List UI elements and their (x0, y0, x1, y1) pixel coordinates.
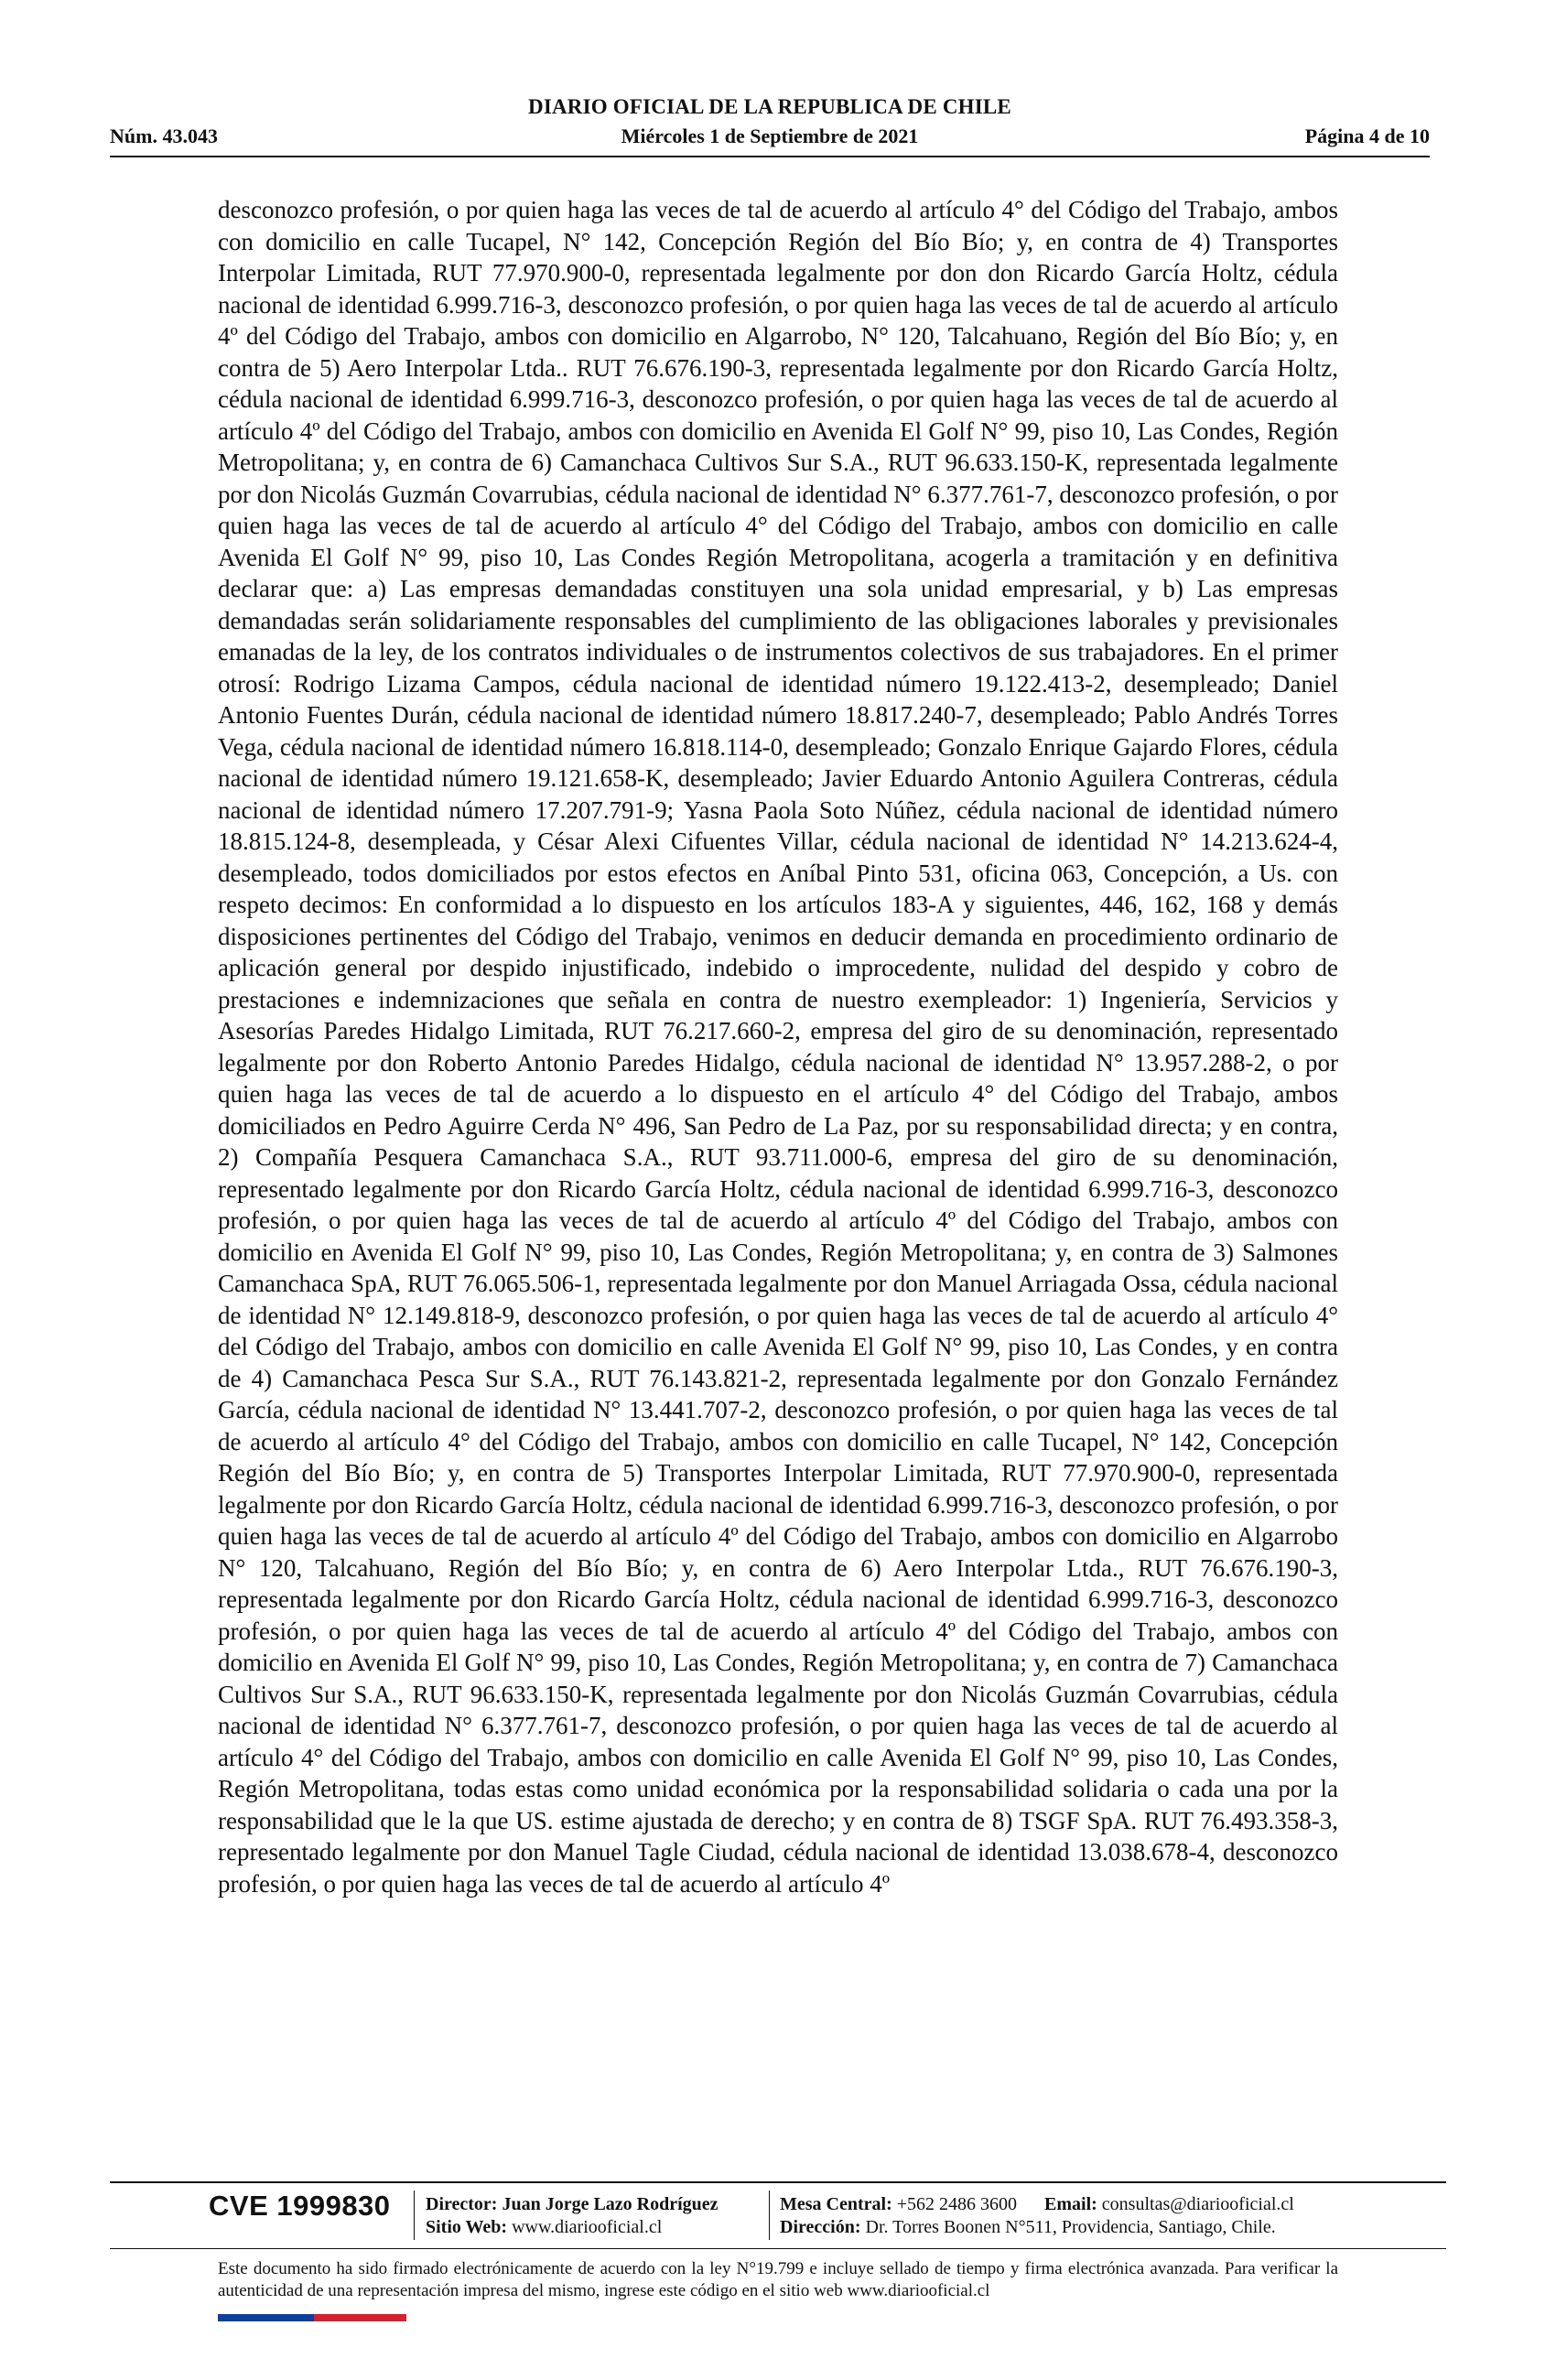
footer-director-block (426, 2193, 719, 2239)
cve-code: CVE 1999830 (209, 2190, 391, 2222)
page-header (110, 95, 1430, 154)
address-label: Dirección: (780, 2217, 861, 2237)
document-body (218, 194, 1338, 1899)
flag-blue-segment (218, 2314, 314, 2321)
footer-divider-lower (110, 2248, 1446, 2249)
body-paragraph: desconozco profesión, o por quien haga las veces de tal de acuerdo al artículo 4° del Código del Trabajo, ambos con domicilio en calle Tucapel, N° 142, Concepción Región del Bío Bío; y, en contra de 4) Transportes Interpolar Limitada, RUT 77.970.900-0, representada legalmente por don don Ricardo García Holtz, cédula nacional de identidad 6.999.716-3, desconozco profesión, o por quien haga las veces de tal de acuerdo al artículo 4º del Código del Trabajo, ambos con domicilio en Algarrobo, N° 120, Talcahuano, Región del Bío Bío; y, en contra de 5) Aero Interpolar Ltda.. RUT 76.676.190-3, representada legalmente por don Ricardo García Holtz, cédula nacional de identidad 6.999.716-3, desconozco profesión, o por quien haga las veces de tal de acuerdo al artículo 4º del Código del Trabajo, ambos con domicilio en Avenida El Golf N° 99, piso 10, Las Condes, Región Metropolitana; y, en contra de 6) Camanchaca Cultivos Sur S.A., RUT 96.633.150-K, representada legalmente por don Nicolás Guzmán Covarrubias, cédula nacional de identidad N° 6.377.761-7, desconozco profesión, o por quien haga las veces de tal de acuerdo al artículo 4° del Código del Trabajo, ambos con domicilio en calle Avenida El Golf N° 99, piso 10, Las Condes Región Metropolitana, acogerla a tramitación y en definitiva declarar que: a) Las empresas demandadas constituyen una sola unidad empresarial, y b) Las empresas demandadas serán solidariamente responsables del cumplimiento de las obligaciones laborales y previsionales emanadas de la ley, de los contratos individuales o de instrumentos colectivos de sus trabajadores. En el primer otrosí: Rodrigo Lizama Campos, cédula nacional de identidad número 19.122.413-2, desempleado; Daniel Antonio Fuentes Durán, cédula nacional de identidad número 18.817.240-7, desempleado; Pablo Andrés Torres Vega, cédula nacional de identidad número 16.818.114-0, desempleado; Gonzalo Enrique Gajardo Flores, cédula nacional de identidad número 19.121.658-K, desempleado; Javier Eduardo Antonio Aguilera Contreras, cédula nacional de identidad número 17.207.791-9; Yasna Paola Soto Núñez, cédula nacional de identidad número 18.815.124-8, desempleada, y César Alexi Cifuentes Villar, cédula nacional de identidad N° 14.213.624-4, desempleado, todos domiciliados por estos efectos en Aníbal Pinto 531, oficina 063, Concepción, a Us. con respeto decimos: En conformidad a lo dispuesto en los artículos 183-A y siguientes, 446, 162, 168 y demás disposiciones pertinentes del Código del Trabajo, venimos en deducir demanda en procedimiento ordinario de aplicación general por despido injustificado, indebido o improcedente, nulidad del despido y cobro de prestaciones e indemnizaciones que señala en contra de nuestro exempleador: 1) Ingeniería, Servicios y Asesorías Paredes Hidalgo Limitada, RUT 76.217.660-2, empresa del giro de su denominación, representado legalmente por don Roberto Antonio Paredes Hidalgo, cédula nacional de identidad N° 13.957.288-2, o por quien haga las veces de tal de acuerdo a lo dispuesto en el artículo 4° del Código del Trabajo, ambos domiciliados en Pedro Aguirre Cerda N° 496, San Pedro de La Paz, por su responsabilidad directa; y en contra, 2) Compañía Pesquera Camanchaca S.A., RUT 93.711.000-6, empresa del giro de su denominación, representado legalmente por don Ricardo García Holtz, cédula nacional de identidad 6.999.716-3, desconozco profesión, o por quien haga las veces de tal de acuerdo al artículo 4º del Código del Trabajo, ambos con domicilio en Avenida El Golf N° 99, piso 10, Las Condes, Región Metropolitana; y, en contra de 3) Salmones Camanchaca SpA, RUT 76.065.506-1, representada legalmente por don Manuel Arriagada Ossa, cédula nacional de identidad N° 12.149.818-9, desconozco profesión, o por quien haga las veces de tal de acuerdo al artículo 4° del Código del Trabajo, ambos con domicilio en calle Avenida El Golf N° 99, piso 10, Las Condes, y en contra de 4) Camanchaca Pesca Sur S.A., RUT 76.143.821-2, representada legalmente por don Gonzalo Fernández García, cédula nacional de identidad N° 13.441.707-2, desconozco profesión, o por quien haga las veces de tal de acuerdo al artículo 4° del Código del Trabajo, ambos con domicilio en calle Tucapel, N° 142, Concepción Región del Bío Bío; y, en contra de 5) Transportes Interpolar Limitada, RUT 77.970.900-0, representada legalmente por don Ricardo García Holtz, cédula nacional de identidad 6.999.716-3, desconozco profesión, o por quien haga las veces de tal de acuerdo al artículo 4º del Código del Trabajo, ambos con domicilio en Algarrobo N° 120, Talcahuano, Región del Bío Bío; y, en contra de 6) Aero Interpolar Ltda., RUT 76.676.190-3, representada legalmente por don Ricardo García Holtz, cédula nacional de identidad 6.999.716-3, desconozco profesión, o por quien haga las veces de tal de acuerdo al artículo 4º del Código del Trabajo, ambos con domicilio en Avenida El Golf N° 99, piso 10, Las Condes, Región Metropolitana; y, en contra de 7) Camanchaca Cultivos Sur S.A., RUT 96.633.150-K, representada legalmente por don Nicolás Guzmán Covarrubias, cédula nacional de identidad N° 6.377.761-7, desconozco profesión, o por quien haga las veces de tal de acuerdo al artículo 4° del Código del Trabajo, ambos con domicilio en calle Avenida El Golf N° 99, piso 10, Las Condes, Región Metropolitana, todas estas como unidad económica por la responsabilidad solidaria o cada una por la responsabilidad que le la que US. estime ajustada de derecho; y en contra de 8) TSGF SpA. RUT 76.493.358-3, representado legalmente por don Manuel Tagle Ciudad, cédula nacional de identidad 13.038.678-4, desconozco profesión, o por quien haga las veces de tal de acuerdo al artículo 4º (218, 196, 1338, 1898)
issue-date: Miércoles 1 de Septiembre de 2021 (621, 124, 919, 147)
director-label: Director: (426, 2194, 498, 2214)
footer-separator (414, 2191, 415, 2240)
mesa-label: Mesa Central: (780, 2194, 892, 2214)
publication-title: DIARIO OFICIAL DE LA REPUBLICA DE CHILE (528, 95, 1011, 118)
address-value: Dr. Torres Boonen N°511, Providencia, Santiago, Chile. (865, 2217, 1276, 2237)
page-indicator: Página 4 de 10 (1304, 124, 1430, 147)
web-label: Sitio Web: (426, 2217, 508, 2237)
director-name: Juan Jorge Lazo Rodríguez (502, 2194, 719, 2214)
footer-divider (110, 2181, 1446, 2183)
issue-number: Núm. 43.043 (110, 124, 218, 147)
email-label: Email: (1044, 2194, 1097, 2214)
chile-flag-stripe (218, 2314, 406, 2321)
mesa-phone: +562 2486 3600 (896, 2194, 1018, 2214)
web-link[interactable]: www.diariooficial.cl (512, 2217, 663, 2237)
header-divider (110, 156, 1430, 157)
footer-contact-block (780, 2193, 1294, 2239)
email-link[interactable]: consultas@diariooficial.cl (1101, 2194, 1294, 2214)
flag-red-segment (314, 2314, 406, 2321)
footer-separator (769, 2191, 770, 2240)
legal-notice: Este documento ha sido firmado electrónicamente de acuerdo con la ley N°19.799 e incluye sellado de tiempo y firma electrónica avanzada. Para verificar la autenticidad de una representación impresa del mismo, ingrese este código en el sitio web www.diariooficial.cl (218, 2259, 1338, 2300)
